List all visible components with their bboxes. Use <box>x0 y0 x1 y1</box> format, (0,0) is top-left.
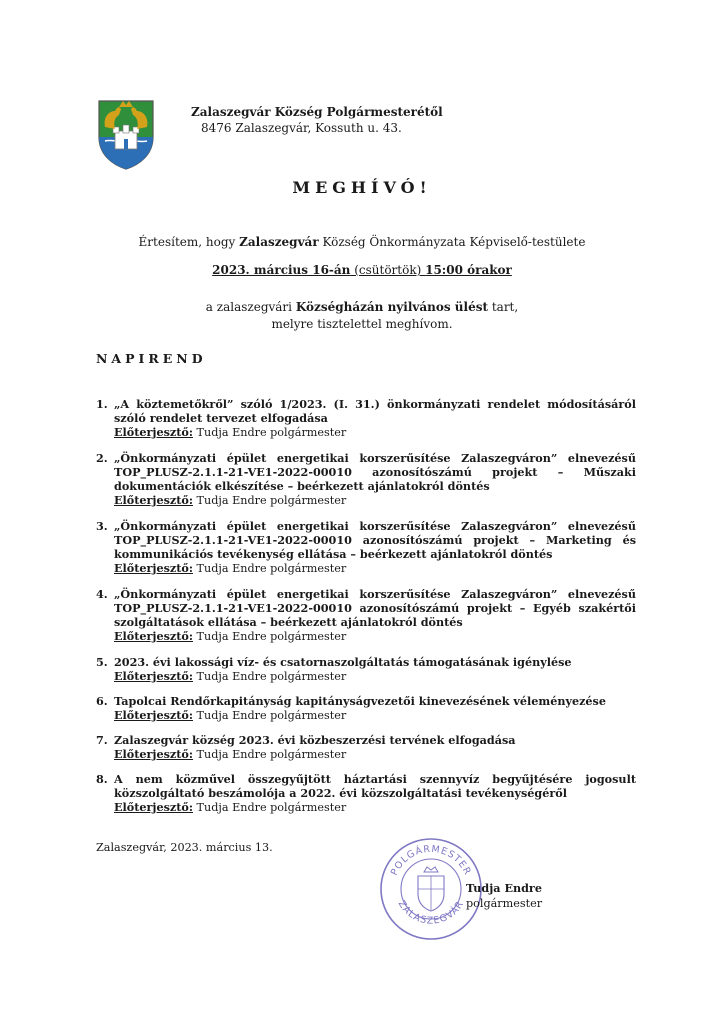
agenda-item-presenter <box>114 493 636 508</box>
signatory-name: Tudja Endre <box>466 881 542 895</box>
presenter-name: Tudja Endre polgármester <box>193 709 347 722</box>
agenda-item <box>96 587 636 644</box>
agenda-list <box>96 397 636 815</box>
intro-line <box>0 234 724 251</box>
presenter-name: Tudja Endre polgármester <box>193 562 347 575</box>
presenter-name: Tudja Endre polgármester <box>193 426 347 439</box>
agenda-item-number: 1. <box>96 397 108 411</box>
presenter-label: Előterjesztő: <box>114 747 193 761</box>
agenda-item-presenter <box>114 708 636 723</box>
agenda-item-number: 3. <box>96 519 108 533</box>
signatory-role: polgármester <box>466 897 543 910</box>
presenter-label: Előterjesztő: <box>114 561 193 575</box>
agenda-item-title: „Önkormányzati épület energetikai korszerűsítése Zalaszegváron” elnevezésű TOP_PLUSZ-2.1.1-21-VE1-2022-00010 azonosítószámú projekt – Műszaki dokumentációk elkészítése – beérkezett ajánlatokról döntés <box>114 451 636 493</box>
signature-block <box>466 881 542 911</box>
stamp-top-text: POLGÁRMESTER <box>388 843 474 878</box>
agenda-item-title: 2023. évi lakossági víz- és csatornaszolgáltatás támogatásának igénylése <box>114 655 572 669</box>
presenter-name: Tudja Endre polgármester <box>193 801 347 814</box>
presenter-name: Tudja Endre polgármester <box>193 630 347 643</box>
agenda-item-title: Zalaszegvár község 2023. évi közbeszerzési tervének elfogadása <box>114 733 516 747</box>
agenda-item-title: „Önkormányzati épület energetikai korszerűsítése Zalaszegváron” elnevezésű TOP_PLUSZ-2.1.1-21-VE1-2022-00010 azonosítószámú projekt – Marketing és kommunikációs tevékenység ellátása – beérkezett ajánlatokról döntés <box>114 519 636 561</box>
presenter-label: Előterjesztő: <box>114 800 193 814</box>
meeting-date-line <box>0 262 724 279</box>
agenda-item <box>96 519 636 576</box>
agenda-item-presenter <box>114 747 636 762</box>
invitation-line: melyre tisztelettel meghívom. <box>271 317 453 331</box>
agenda-item <box>96 397 636 440</box>
agenda-item-title: A nem közművel összegyűjtött háztartási szennyvíz begyűjtésére jogosult közszolgáltató beszámolója a 2022. évi közszolgáltatási tevékenységéről <box>114 772 636 800</box>
presenter-label: Előterjesztő: <box>114 493 193 507</box>
agenda-item-number: 5. <box>96 655 108 669</box>
agenda-item-presenter <box>114 800 636 815</box>
intro-text-end: Község Önkormányzata Képviselő-testülete <box>318 235 586 249</box>
intro-text: Értesítem, hogy <box>138 235 240 249</box>
agenda-item <box>96 655 636 684</box>
agenda-item-number: 7. <box>96 733 108 747</box>
agenda-item <box>96 733 636 762</box>
place-text: a zalaszegvári <box>205 300 296 314</box>
agenda-item-number: 4. <box>96 587 108 601</box>
presenter-label: Előterjesztő: <box>114 425 193 439</box>
agenda-item-title: „Önkormányzati épület energetikai korszerűsítése Zalaszegváron” elnevezésű TOP_PLUSZ-2.1.1-21-VE1-2022-00010 azonosítószámú projekt – Egyéb szakértői szolgáltatások ellátása – beérkezett ajánlatokról döntés <box>114 587 636 629</box>
letterhead <box>191 104 443 136</box>
coat-of-arms-icon <box>95 97 157 171</box>
organization-name: Zalaszegvár Község Polgármesterétől <box>191 105 443 119</box>
meeting-time: 15:00 órakor <box>425 263 512 277</box>
agenda-item <box>96 772 636 815</box>
place-text-end: tart, <box>488 300 519 314</box>
agenda-item-title: „A köztemetőkről” szóló 1/2023. (I. 31.) önkormányzati rendelet módosításáról szóló rendelet tervezet elfogadása <box>114 397 636 425</box>
presenter-label: Előterjesztő: <box>114 669 193 683</box>
agenda-item <box>96 451 636 508</box>
presenter-name: Tudja Endre polgármester <box>193 494 347 507</box>
agenda-heading: NAPIREND <box>96 351 207 366</box>
agenda-item-number: 6. <box>96 694 108 708</box>
agenda-item-number: 2. <box>96 451 108 465</box>
presenter-name: Tudja Endre polgármester <box>193 748 347 761</box>
agenda-item-presenter <box>114 425 636 440</box>
organization-address: 8476 Zalaszegvár, Kossuth u. 43. <box>201 121 402 135</box>
agenda-item-presenter <box>114 561 636 576</box>
agenda-item-presenter <box>114 669 636 684</box>
presenter-name: Tudja Endre polgármester <box>193 670 347 683</box>
place-and-date: Zalaszegvár, 2023. március 13. <box>96 841 273 854</box>
presenter-label: Előterjesztő: <box>114 708 193 722</box>
meeting-day: (csütörtök) <box>350 263 426 277</box>
meeting-place <box>0 299 724 333</box>
intro-municipality: Zalaszegvár <box>239 235 319 249</box>
meeting-date: 2023. március 16-án <box>212 263 351 277</box>
agenda-item-number: 8. <box>96 772 108 786</box>
agenda-item <box>96 694 636 723</box>
agenda-item-presenter <box>114 629 636 644</box>
agenda-item-title: Tapolcai Rendőrkapitányság kapitányságvezetői kinevezésének véleményezése <box>114 694 606 708</box>
place-bold: Községházán nyilvános ülést <box>295 300 489 314</box>
document-title: MEGHÍVÓ! <box>292 178 432 197</box>
stamp-bottom-text: ZALASZEGVÁR <box>395 898 467 927</box>
presenter-label: Előterjesztő: <box>114 629 193 643</box>
